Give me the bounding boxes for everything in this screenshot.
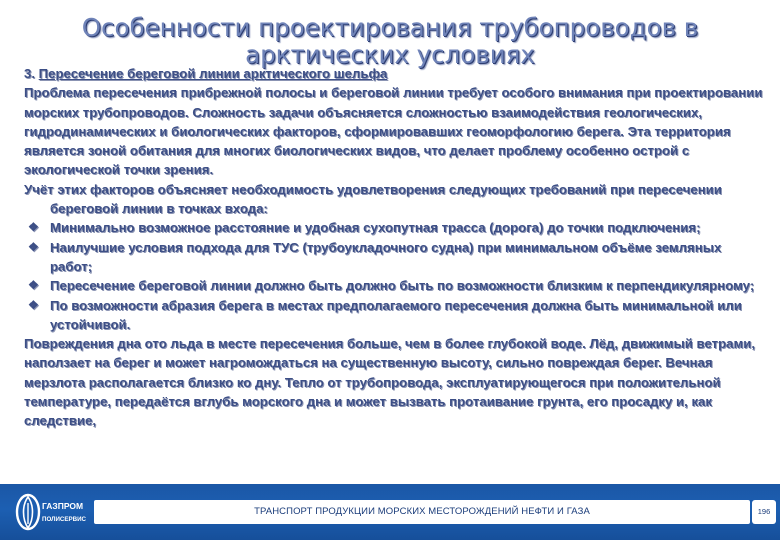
diamond-bullet-icon: ❖ (28, 297, 39, 312)
logo-text-line1: ГАЗПРОМ (42, 501, 84, 511)
section-heading (24, 64, 764, 83)
paragraph-ice-damage: Повреждения дна ото льда в месте пересечения больше, чем в более глубокой воде. Лёд, движимый ветрами, наползает на берег и может нагромождаться на существенную высоту, сильно повреждая берег. Вечная мерзлота располагается близко ко дну. Тепло от трубопровода, эксплуатирующегося при положительной температуре, передаётся вглубь морского дна и может вызвать протаивание грунта, его просадку и, как следствие, (24, 336, 756, 429)
slide-title-line1: Особенности проектирования трубопроводов в (81, 13, 699, 42)
list-item-text: Наилучшие условия подхода для ТУС (трубоукладочного судна) при минимальном объёме земляных работ; (50, 239, 722, 274)
diamond-bullet-icon: ❖ (28, 278, 39, 293)
list-item (24, 218, 764, 237)
diamond-bullet-icon: ❖ (28, 239, 39, 254)
list-item (24, 296, 764, 335)
requirements-list (24, 218, 764, 334)
slide-body (24, 64, 764, 431)
paragraph-intro: Проблема пересечения прибрежной полосы и береговой линии требует особого внимания при проектировании морских трубопроводов. Сложность задачи объясняется сложностью взаимодействия геологических, гидродинамических и биологических факторов, сформировавших геоморфологию берега. Эта территория является зоной обитания для многих биологических видов, что делает проблему особенно острой с экологической точки зрения. (24, 85, 763, 178)
list-item-text: По возможности абразия берега в местах предполагаемого пересечения должна быть минимальной или устойчивой. (50, 297, 742, 332)
page-number: 196 (752, 500, 776, 524)
gazprom-flame-icon (14, 491, 87, 533)
logo-text-line2: ПОЛИСЕРВИС (42, 516, 87, 523)
list-item (24, 238, 764, 277)
diamond-bullet-icon: ❖ (28, 220, 39, 235)
footer-text: ТРАНСПОРТ ПРОДУКЦИИ МОРСКИХ МЕСТОРОЖДЕНИЙ НЕФТИ И ГАЗА (254, 506, 590, 517)
slide-title (40, 14, 740, 68)
slide-title-line2: арктических условиях (245, 40, 535, 69)
section-heading-text: Пересечение береговой линии арктического шельфа (38, 66, 388, 81)
list-item-text: Минимально возможное расстояние и удобная сухопутная трасса (дорога) до точки подключения; (50, 220, 701, 236)
paragraph-requirements: Учёт этих факторов объясняет необходимость удовлетворения следующих требований при пересечении береговой линии в точках входа: (24, 181, 722, 217)
list-item-text: Пересечение береговой линии должно быть должно быть по возможности близким к перпендикулярному; (50, 278, 755, 294)
section-number: 3. (24, 66, 35, 81)
list-item (24, 276, 764, 295)
